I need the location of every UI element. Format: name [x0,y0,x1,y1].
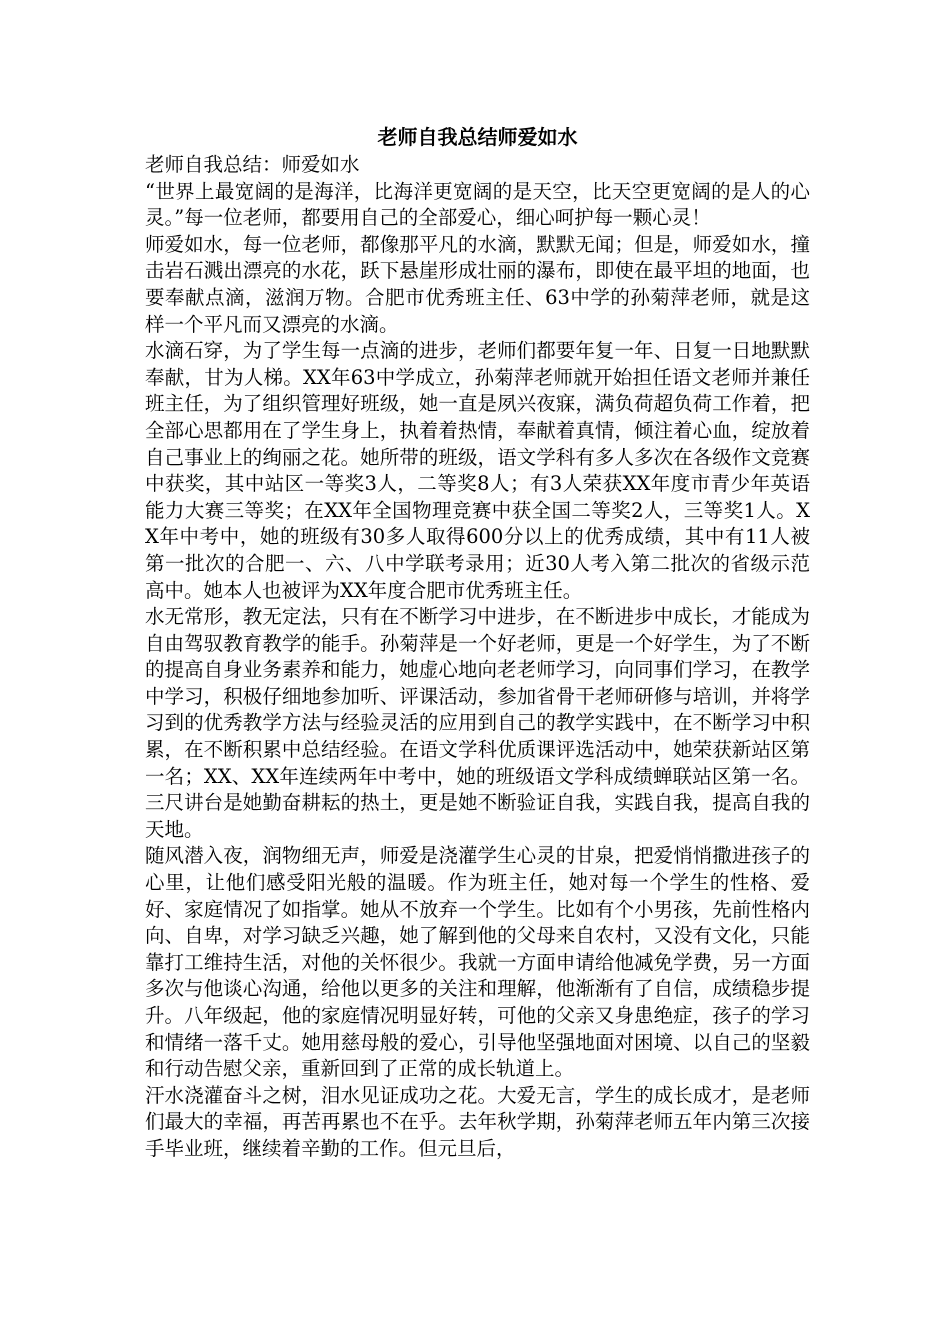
paragraph-sweat-and-tears: 汗水浇灌奋斗之树，泪水见证成功之花。大爱无言，学生的成长成才，是老师们最大的幸福，再苦再累也不在乎。去年秋学期，孙菊萍老师五年内第三次接手毕业班，继续着辛勤的工作。但元旦后， [145,1083,810,1160]
document-page [145,122,810,1163]
paragraph-silent-nourishing: 随风潜入夜，润物细无声，师爱是浇灌学生心灵的甘泉，把爱悄悄撒进孩子的心里，让他们感受阳光般的温暖。作为班主任，她对每一个学生的性格、爱好、家庭情况了如指掌。她从不放弃一个学生。比如有个小男孩，先前性格内向、自卑，对学习缺乏兴趣，她了解到他的父母来自农村，又没有文化，只能靠打工维持生活，对他的关怀很少。我就一方面申请给他减免学费，另一方面多次与他谈心沟通，给他以更多的关注和理解，他渐渐有了自信，成绩稳步提升。八年级起，他的家庭情况明显好转，可他的父亲又身患绝症，孩子的学习和情绪一落千丈。她用慈母般的爱心，引导他坚强地面对困境、以自己的坚毅和行动告慰父亲，重新回到了正常的成长轨道上。 [145,844,810,1081]
document-title: 老师自我总结师爱如水 [377,125,578,149]
paragraph-no-fixed-method: 水无常形，教无定法，只有在不断学习中进步，在不断进步中成长，才能成为自由驾驭教育教学的能手。孙菊萍是一个好老师，更是一个好学生，为了不断的提高自身业务素养和能力，她虚心地向老老师学习，向同事们学习，在教学中学习，积极仔细地参加听、评课活动，参加省骨干老师研修与培训，并将学习到的优秀教学方法与经验灵活的应用到自己的教学实践中，在不断学习中积累，在不断积累中总结经验。在语文学科优质课评选活动中，她荣获新站区第一名；XX、XX年连续两年中考中，她的班级语文学科成绩蝉联站区第一名。三尺讲台是她勤奋耕耘的热土，更是她不断验证自我，实践自我，提高自我的天地。 [145,605,810,841]
paragraph-intro-quote: “世界上最宽阔的是海洋，比海洋更宽阔的是天空，比天空更宽阔的是人的心灵。”每一位老师，都要用自己的全部爱心，细心呵护每一颗心灵！ [145,179,810,230]
document-subtitle: 老师自我总结：师爱如水 [145,153,360,176]
paragraph-love-like-water: 师爱如水，每一位老师，都像那平凡的水滴，默默无闻；但是，师爱如水，撞击岩石溅出漂亮的水花，跃下悬崖形成壮丽的瀑布，即使在最平坦的地面，也要奉献点滴，滋润万物。合肥市优秀班主任、63中学的孙菊萍老师，就是这样一个平凡而又漂亮的水滴。 [145,232,810,336]
paragraph-dripping-water: 水滴石穿，为了学生每一点滴的进步，老师们都要年复一年、日复一日地默默奉献，甘为人梯。XX年63中学成立，孙菊萍老师就开始担任语文老师并兼任班主任，为了组织管理好班级，她一直是夙兴夜寐，满负荷超负荷工作着，把全部心思都用在了学生身上，执着着热情，奉献着真情，倾注着心血，绽放着自己事业上的绚丽之花。她所带的班级，语文学科有多人多次在各级作文竞赛中获奖，其中站区一等奖3人，二等奖8人；有3人荣获XX年度市青少年英语能力大赛三等奖；在XX年全国物理竞赛中获全国二等奖2人，三等奖1人。XX年中考中，她的班级有30多人取得600分以上的优秀成绩，其中有11人被第一批次的合肥一、六、八中学联考录用；近30人考入第二批次的省级示范高中。她本人也被评为XX年度合肥市优秀班主任。 [145,339,810,602]
